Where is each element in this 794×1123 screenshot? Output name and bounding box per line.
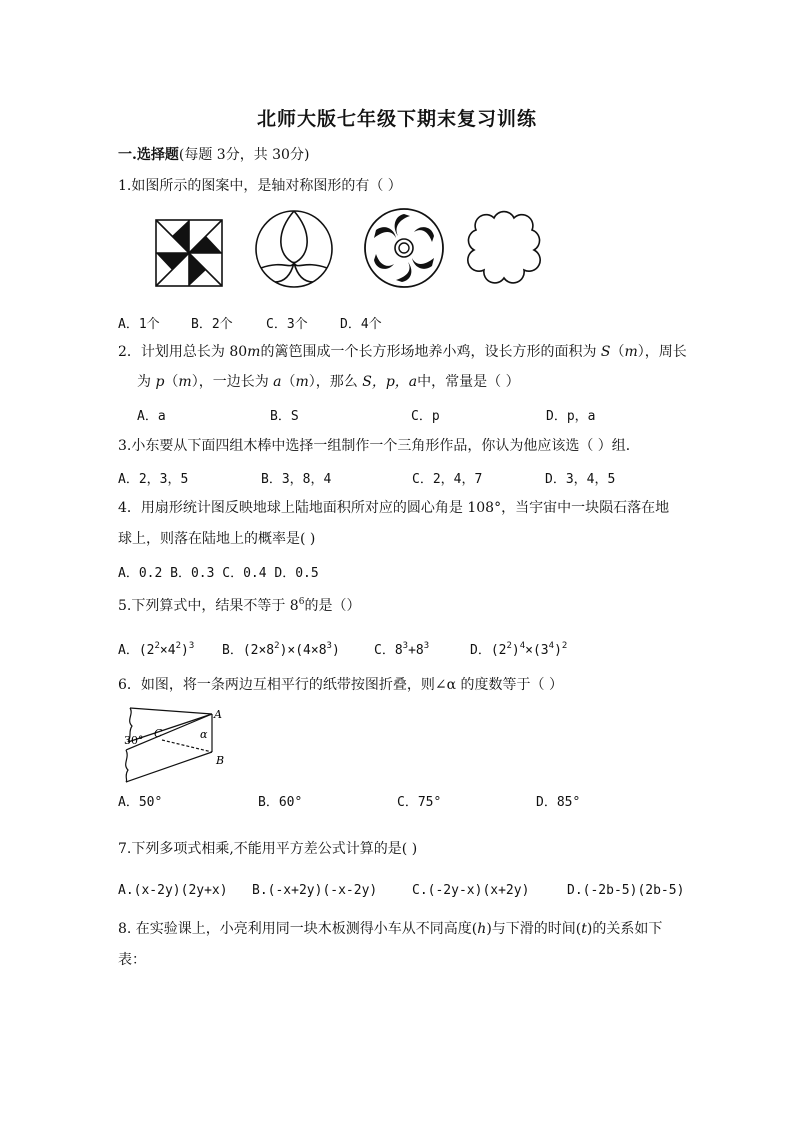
question-4-line-2: 球上，则落在陆地上的概率是( ) (118, 531, 316, 547)
q2-text: 2．计划用总长为 80 (118, 344, 248, 360)
question-8-line-2: 表： (118, 952, 146, 968)
folded-strip-figure (116, 702, 236, 784)
q2-var: S，p，a (362, 374, 418, 390)
swirl-fan-figure (362, 206, 446, 290)
q5-text: 5.下列算式中，结果不等于 8 (118, 598, 299, 614)
q2-unit: m (247, 344, 261, 360)
three-arcs-circle-figure (253, 208, 335, 290)
alpha-label: α (200, 728, 208, 741)
q5-d-text: D．(2 (470, 643, 507, 658)
question-3-stem: 3.小东要从下面四组木棒中选择一组制作一个三角形作品，你认为他应该选（ ）组． (118, 438, 640, 454)
q8-text: )与下滑的时间( (486, 921, 582, 937)
q5-option-d[interactable]: D．$(2^2)^4\times(3^4)^2$ (470, 641, 568, 658)
q1-option-b[interactable]: B．2个 (191, 317, 233, 332)
section-heading (118, 146, 309, 164)
q2-text: （ (610, 344, 625, 360)
q2-var: a (273, 374, 282, 390)
q7-option-b[interactable]: B.(-x+2y)(-x-2y) (252, 883, 378, 898)
q5-option-a[interactable]: A．$(2^2\times 4^2)^3$ (118, 641, 195, 658)
q2-option-d[interactable]: D．p，a (546, 409, 596, 424)
q2-var: p (155, 374, 165, 390)
q2-unit: m (178, 374, 192, 390)
q5-c-text: C．8 (374, 643, 403, 658)
q6-option-d[interactable]: D．85° (536, 795, 581, 810)
q7-option-a[interactable]: A.(x-2y)(2y+x) (118, 883, 228, 898)
q3-option-c[interactable]: C．2，4，7 (412, 472, 483, 487)
q2-option-b[interactable]: B．S (270, 409, 299, 424)
q2-option-c[interactable]: C．p (411, 409, 440, 424)
question-2-line-2 (137, 373, 520, 391)
q2-text: （ (281, 374, 296, 390)
q2-text: ），周长 (637, 344, 687, 360)
question-2-line-1 (118, 343, 687, 361)
q4-options[interactable]: A．0.2 B．0.3 C．0.4 D．0.5 (118, 566, 319, 581)
q3-option-b[interactable]: B．3，8，4 (261, 472, 332, 487)
question-4-line-1: 4．用扇形统计图反映地球上陆地面积所对应的圆心角是 108°，当宇宙中一块陨石落在地 (118, 500, 670, 516)
q6-option-b[interactable]: B．60° (258, 795, 303, 810)
q2-text: 为 (137, 374, 156, 390)
flower-figure (466, 208, 542, 286)
question-1-stem: 1.如图所示的图案中，是轴对称图形的有（ ） (118, 178, 402, 194)
q5-exponent: 6 (298, 597, 305, 607)
point-a-label: A (214, 708, 222, 721)
q3-option-a[interactable]: A．2，3，5 (118, 472, 189, 487)
q6-option-a[interactable]: A．50° (118, 795, 163, 810)
q5-b-text: B．(2×8 (222, 643, 275, 658)
q5-text: 的是（） (304, 598, 361, 614)
q5-a-text: A．(2 (118, 643, 155, 658)
q2-text: ），那么 (308, 374, 363, 390)
q7-option-d[interactable]: D.(-2b-5)(2b-5) (567, 883, 685, 898)
q8-var: h (477, 921, 487, 937)
page-title: 北师大版七年级下期末复习训练 (256, 108, 537, 130)
q8-text: 8. 在实验课上，小亮利用同一块木板测得小车从不同高度( (118, 921, 478, 937)
q2-option-a[interactable]: A．a (137, 409, 166, 424)
section-note: (每题 3分，共 30分) (178, 147, 310, 163)
q2-unit: m (624, 344, 638, 360)
q2-text: （ (164, 374, 179, 390)
q8-var: t (581, 921, 587, 937)
q2-unit: m (295, 374, 309, 390)
question-6-stem: 6．如图，将一条两边互相平行的纸带按图折叠，则∠α 的度数等于（ ） (118, 677, 563, 693)
q1-option-c[interactable]: C．3个 (266, 317, 308, 332)
question-8-line-1 (118, 920, 662, 938)
point-b-label: B (216, 754, 225, 767)
q2-text: 中，常量是（ ） (417, 374, 520, 390)
q5-option-c[interactable]: C．$8^3+8^3$ (374, 641, 430, 658)
q8-text: )的关系如下 (586, 921, 663, 937)
q5-option-b[interactable]: B．$(2\times 8^2)\times(4\times 8^3)$ (222, 641, 340, 658)
q3-option-d[interactable]: D．3，4，5 (545, 472, 616, 487)
section-label: 一.选择题 (118, 147, 179, 163)
q2-text: 的篱笆围成一个长方形场地养小鸡，设长方形的面积为 (260, 344, 601, 360)
question-7-stem: 7.下列多项式相乘,不能用平方差公式计算的是( ) (118, 841, 418, 857)
pinwheel-figure (150, 210, 230, 290)
q2-var: S (600, 344, 611, 360)
question-5-stem (118, 597, 360, 615)
point-c-label: C (154, 727, 163, 740)
q1-option-d[interactable]: D．4个 (340, 317, 382, 332)
q1-option-a[interactable]: A．1个 (118, 317, 160, 332)
angle-30-label: 30° (124, 734, 144, 747)
q7-option-c[interactable]: C.(-2y-x)(x+2y) (412, 883, 530, 898)
q2-text: ），一边长为 (191, 374, 274, 390)
q6-option-c[interactable]: C．75° (397, 795, 442, 810)
